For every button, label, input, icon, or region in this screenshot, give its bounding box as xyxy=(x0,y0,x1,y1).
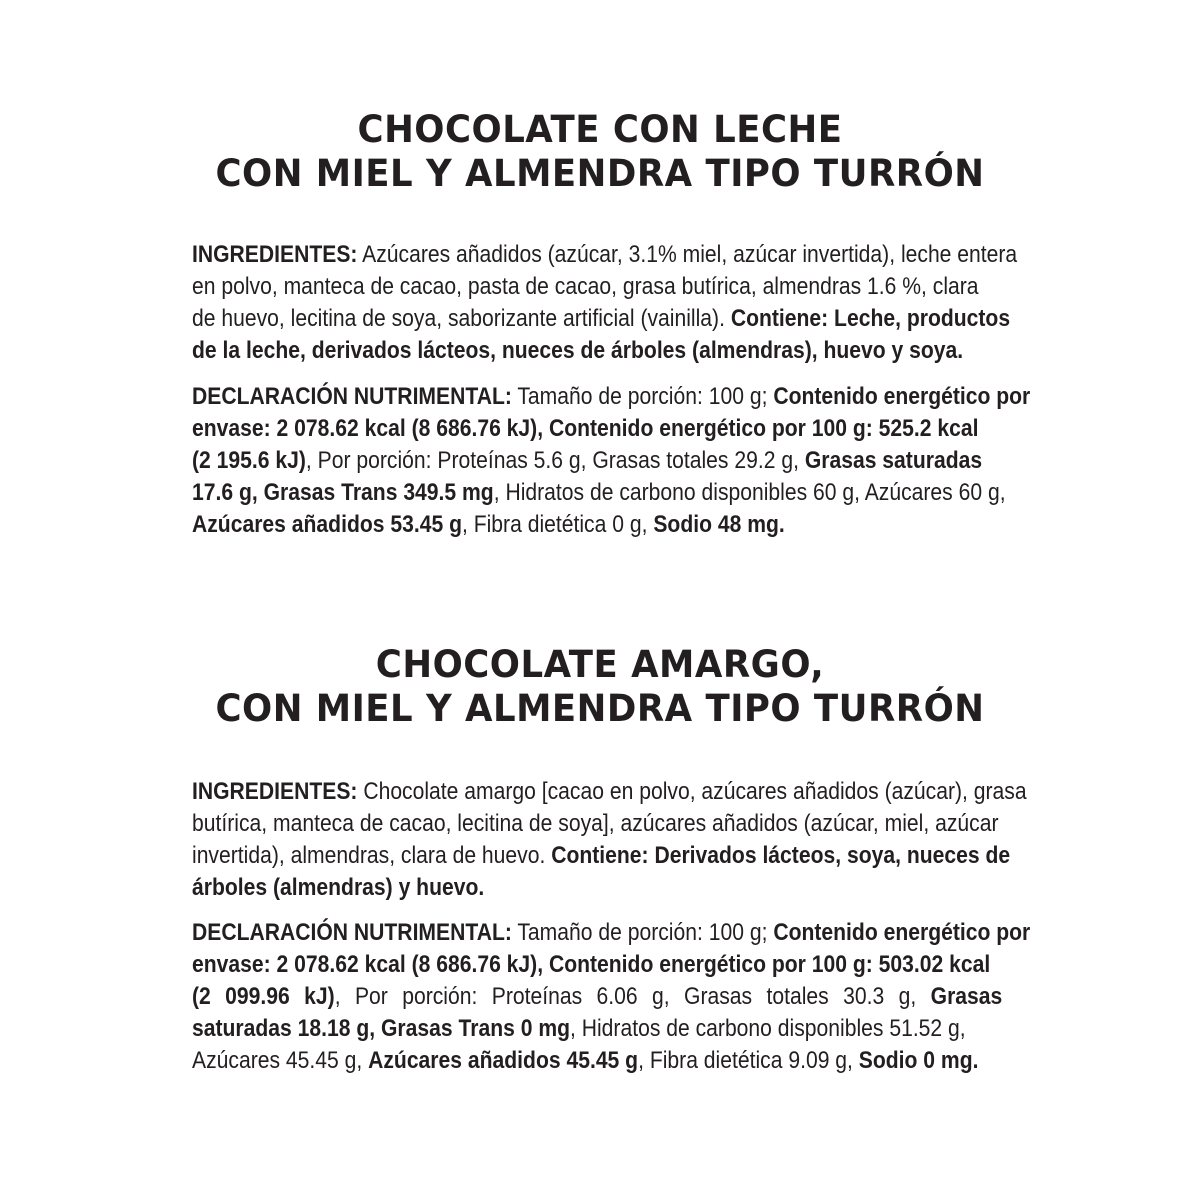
product-1-title xyxy=(24,108,1176,196)
nutrition-label: DECLARACIÓN NUTRIMENTAL: xyxy=(192,383,512,410)
ingredients-paragraph xyxy=(192,239,1018,367)
product-1-nutrition xyxy=(192,381,1031,541)
nutrition-label: DECLARACIÓN NUTRIMENTAL: xyxy=(192,919,512,946)
nutrition-text: , Por porción: Proteínas 6.06 g, Grasas totales 30.3 g, xyxy=(334,983,931,1010)
nutrition-bold-text: Azúcares añadidos 45.45 g xyxy=(368,1047,639,1074)
nutrition-text: , Fibra dietética 0 g, xyxy=(461,511,654,538)
nutrition-text: , Hidratos de carbono disponibles 51.52 g, xyxy=(570,1015,966,1042)
ingredients-text: en polvo, manteca de cacao, pasta de cacao, grasa butírica, almendras 1.6 %, clara xyxy=(192,273,979,300)
nutrition-bold-text: envase: 2 078.62 kcal (8 686.76 kJ), Contenido energético por 100 g: 503.02 kcal xyxy=(192,951,991,978)
allergen-statement: árboles (almendras) y huevo. xyxy=(192,874,485,901)
nutrition-text: , Por porción: Proteínas 5.6 g, Grasas totales 29.2 g, xyxy=(305,447,805,474)
nutrition-bold-text: Sodio 0 mg. xyxy=(858,1047,979,1074)
product-2-title xyxy=(24,643,1176,731)
ingredients-paragraph xyxy=(192,776,1027,904)
nutrition-bold-text: (2 195.6 kJ) xyxy=(192,447,306,474)
nutrition-bold-text: envase: 2 078.62 kcal (8 686.76 kJ), Contenido energético por 100 g: 525.2 kcal xyxy=(192,415,979,442)
nutrition-bold-text: Grasas xyxy=(930,983,1003,1010)
allergen-statement: de la leche, derivados lácteos, nueces de árboles (almendras), huevo y soya. xyxy=(192,337,964,364)
nutrition-paragraph xyxy=(192,917,1031,1077)
ingredients-text: invertida), almendras, clara de huevo. xyxy=(192,842,552,869)
nutrition-bold-text: Contenido energético por xyxy=(773,919,1031,946)
product-1-ingredients xyxy=(192,239,1018,367)
nutrition-text: , Fibra dietética 9.09 g, xyxy=(638,1047,859,1074)
title-line: CON MIEL Y ALMENDRA TIPO TURRÓN xyxy=(215,152,985,195)
nutrition-text: Tamaño de porción: 100 g; xyxy=(511,383,774,410)
ingredients-text: butírica, manteca de cacao, lecitina de soya], azúcares añadidos (azúcar, miel, azúcar xyxy=(192,810,999,837)
nutrition-paragraph xyxy=(192,381,1031,541)
product-2-nutrition xyxy=(192,917,1031,1077)
title-line: CHOCOLATE CON LECHE xyxy=(357,108,843,151)
nutrition-bold-text: Contenido energético por xyxy=(773,383,1031,410)
product-2-ingredients xyxy=(192,776,1027,904)
ingredients-text: de huevo, lecitina de soya, saborizante artificial (vainilla). xyxy=(192,305,731,332)
nutrition-bold-text: Sodio 48 mg. xyxy=(653,511,785,538)
nutrition-text: Tamaño de porción: 100 g; xyxy=(511,919,774,946)
nutrition-text: Azúcares 45.45 g, xyxy=(192,1047,369,1074)
ingredients-label: INGREDIENTES: xyxy=(192,778,358,805)
allergen-statement: Contiene: Derivados lácteos, soya, nueces de xyxy=(551,842,1011,869)
nutrition-bold-text: Grasas saturadas xyxy=(804,447,983,474)
nutrition-bold-text: (2 099.96 kJ) xyxy=(192,983,335,1010)
ingredients-text: Azúcares añadidos (azúcar, 3.1% miel, azúcar invertida), leche entera xyxy=(357,241,1018,268)
ingredients-label: INGREDIENTES: xyxy=(192,241,358,268)
title-line: CHOCOLATE AMARGO, xyxy=(375,643,825,686)
ingredients-text: Chocolate amargo [cacao en polvo, azúcares añadidos (azúcar), grasa xyxy=(357,778,1027,805)
nutrition-bold-text: 17.6 g, Grasas Trans 349.5 mg xyxy=(192,479,494,506)
allergen-statement: Contiene: Leche, productos xyxy=(730,305,1011,332)
nutrition-bold-text: Azúcares añadidos 53.45 g xyxy=(192,511,462,538)
title-line: CON MIEL Y ALMENDRA TIPO TURRÓN xyxy=(215,687,985,730)
nutrition-text: , Hidratos de carbono disponibles 60 g, Azúcares 60 g, xyxy=(493,479,1006,506)
nutrition-bold-text: saturadas 18.18 g, Grasas Trans 0 mg xyxy=(192,1015,571,1042)
